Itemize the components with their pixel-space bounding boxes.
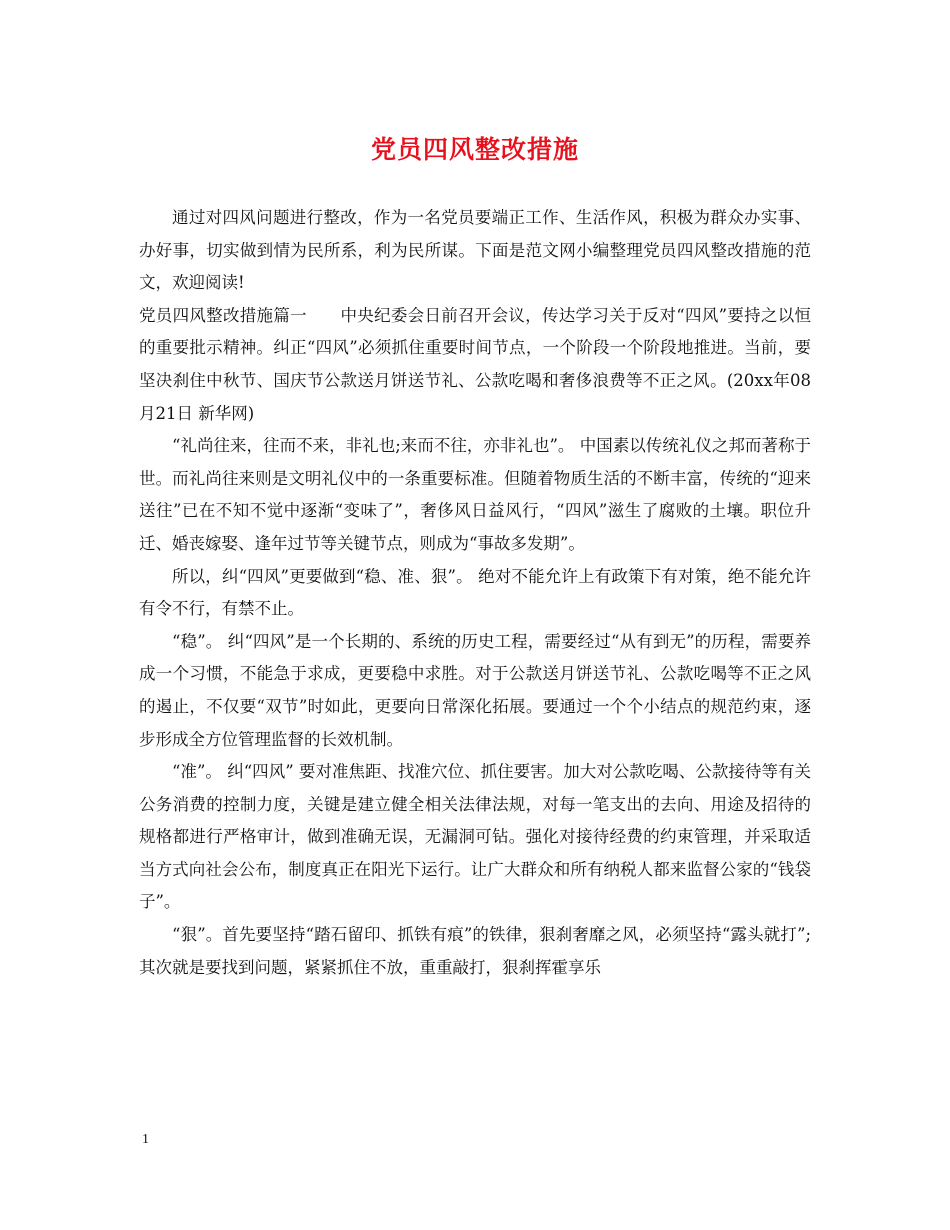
paragraph-summary: 所以，纠“四风”更要做到“稳、准、狠”。 绝对不能允许上有政策下有对策，绝不能允许有令不行，有禁不止。 <box>139 566 811 619</box>
document-title: 党员四风整改措施 <box>370 135 579 164</box>
document-body <box>139 202 811 984</box>
paragraph-etiquette: “礼尚往来，往而不来，非礼也;来而不往，亦非礼也”。 中国素以传统礼仪之邦而著称于世。而礼尚往来则是文明礼仪中的一条重要标准。但随着物质生活的不断丰富，传统的“迎来送往”已在不知不觉中逐渐“变味了”，奢侈风日益风行，“四风”滋生了腐败的土壤。职位升迁、婚丧嫁娶、逢年过节等关键节点，则成为“事故多发期”。 <box>139 436 811 553</box>
paragraph-section-one: 党员四风整改措施篇一 中央纪委会日前召开会议，传达学习关于反对“四风”要持之以恒的重要批示精神。纠正“四风”必须抓住重要时间节点，一个阶段一个阶段地推进。当前，要坚决刹住中秋节、国庆节公款送月饼送节礼、公款吃喝和奢侈浪费等不正之风。(20xx年08月21日 新华网) <box>139 305 811 423</box>
paragraph-steady: “稳”。 纠“四风”是一个长期的、系统的历史工程，需要经过“从有到无”的历程，需要养成一个习惯，不能急于求成，更要稳中求胜。对于公款送月饼送节礼、公款吃喝等不正之风的遏止，不仅要“双节”时如此，更要向日常深化拓展。要通过一个个小结点的规范约束，逐步形成全方位管理监督的长效机制。 <box>139 631 811 749</box>
paragraph-accurate: “准”。 纠“四风” 要对准焦距、找准穴位、抓住要害。加大对公款吃喝、公款接待等有关公务消费的控制力度，关键是建立健全相关法律法规，对每一笔支出的去向、用途及招待的规格都进行严格审计，做到准确无误，无漏洞可钻。强化对接待经费的约束管理，并采取适当方式向社会公布，制度真正在阳光下运行。让广大群众和所有纳税人都来监督公家的“钱袋子”。 <box>139 762 811 912</box>
paragraph-firm: “狠”。首先要坚持“踏石留印、抓铁有痕”的铁律，狠刹奢靡之风，必须坚持“露头就打”; 其次就是要找到问题，紧紧抓住不放，重重敲打，狠刹挥霍享乐 <box>139 925 811 977</box>
paragraph-intro: 通过对四风问题进行整改，作为一名党员要端正工作、生活作风，积极为群众办实事、办好事，切实做到情为民所系，利为民所谋。下面是范文网小编整理党员四风整改措施的范文，欢迎阅读! <box>139 208 811 293</box>
page-number: 1 <box>142 1132 149 1147</box>
